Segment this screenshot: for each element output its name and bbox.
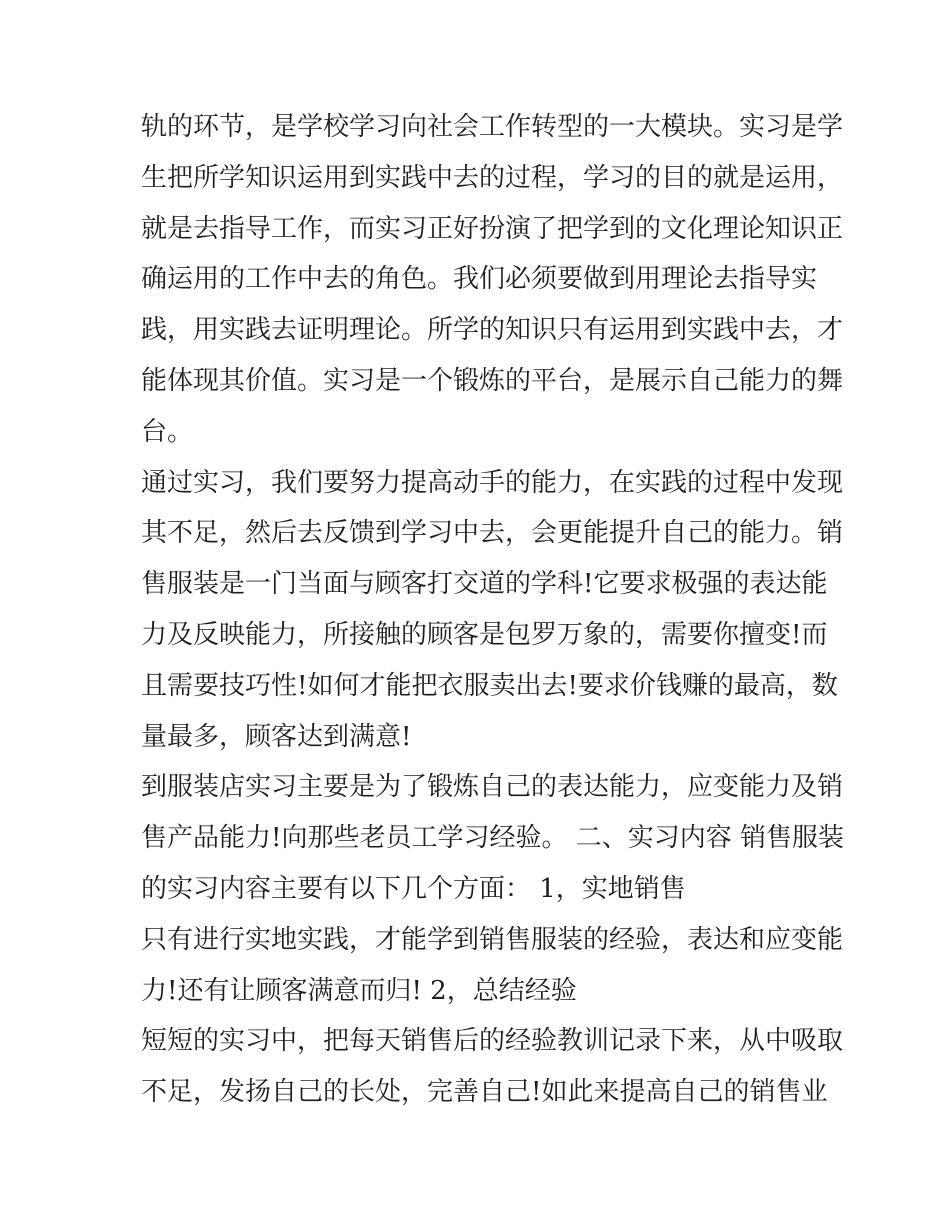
text-line: 量最多，顾客达到满意! — [141, 721, 412, 752]
text-line: 台。 — [141, 416, 194, 447]
text-line: 轨的环节，是学校学习向社会工作转型的一大模块。实习是学 — [141, 112, 844, 142]
text-line: 其不足，然后去反馈到学习中去，会更能提升自己的能力。销 — [141, 518, 844, 549]
text-line: 且需要技巧性!如何才能把衣服卖出去!要求价钱赚的最高，数 — [141, 670, 838, 701]
text-line: 通过实习，我们要努力提高动手的能力，在实践的过程中发现 — [141, 467, 844, 498]
text-line: 售产品能力!向那些老员工学习经验。 二、实习内容 销售服装 — [141, 823, 844, 854]
text-line: 践，用实践去证明理论。所学的知识只有运用到实践中去，才 — [141, 315, 844, 346]
text-line: 确运用的工作中去的角色。我们必须要做到用理论去指导实 — [141, 264, 818, 295]
text-line: 的实习内容主要有以下几个方面： 1，实地销售 — [141, 873, 686, 904]
text-line: 不足，发扬自己的长处，完善自己!如此来提高自己的销售业 — [141, 1077, 828, 1108]
text-line: 售服装是一门当面与顾客打交道的学科!它要求极强的表达能 — [141, 569, 828, 600]
text-line: 就是去指导工作，而实习正好扮演了把学到的文化理论知识正 — [141, 213, 844, 244]
text-line: 生把所学知识运用到实践中去的过程，学习的目的就是运用， — [141, 162, 844, 193]
text-line: 短短的实习中，把每天销售后的经验教训记录下来，从中吸取 — [141, 1026, 844, 1057]
text-line: 到服装店实习主要是为了锻炼自己的表达能力，应变能力及销 — [141, 772, 844, 803]
text-line: 只有进行实地实践，才能学到销售服装的经验，表达和应变能 — [141, 924, 844, 955]
text-line: 力!还有让顾客满意而归! 2，总结经验 — [141, 975, 577, 1006]
body-text — [141, 102, 844, 1118]
text-line: 能体现其价值。实习是一个锻炼的平台，是展示自己能力的舞 — [141, 365, 844, 396]
text-line: 力及反映能力，所接触的顾客是包罗万象的，需要你擅变!而 — [141, 619, 828, 650]
